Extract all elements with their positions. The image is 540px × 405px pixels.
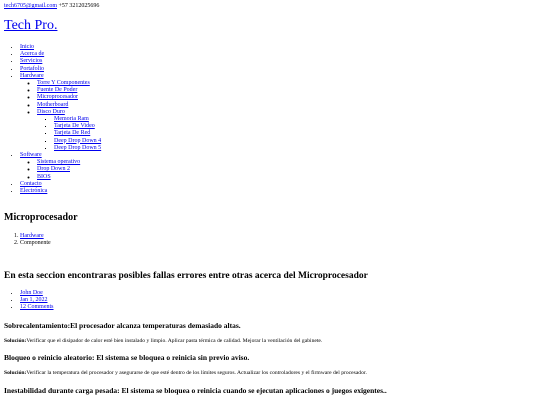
- site-logo[interactable]: [4, 18, 57, 34]
- submenu-item: [54, 116, 101, 123]
- nav-link-software[interactable]: Software: [20, 152, 42, 159]
- nav-link-deep-drop-5[interactable]: Deep Drop Down 5: [54, 144, 102, 151]
- software-submenu: [20, 159, 101, 181]
- breadcrumb-link-hardware[interactable]: Hardware: [20, 233, 44, 239]
- issue-solution: [4, 370, 367, 377]
- nav-link-servicios[interactable]: Servicios: [20, 58, 43, 65]
- nav-link-deep-drop-4[interactable]: Deep Drop Down 4: [54, 137, 102, 144]
- email-link[interactable]: tech6705@gmail.com: [4, 3, 58, 9]
- solution-text: Verificar que el disipador de calor esté bien instalado y limpio. Aplicar pasta térmica de calidad. Mejorar la ventilación del gabinete.: [26, 338, 323, 344]
- nav-item-electronica: [20, 188, 101, 195]
- issue-heading: Inestabilidad durante carga pesada: El sistema se bloquea o reinicia cuando se ejecutan aplicaciones o juegos exigentes..: [4, 386, 387, 395]
- nav-item-hardware: [20, 73, 101, 152]
- solution-label: Solución:: [4, 338, 27, 344]
- site-logo-link[interactable]: Tech Pro.: [4, 18, 58, 33]
- meta-author: [20, 290, 54, 297]
- submenu-item: [37, 109, 101, 152]
- main-nav: [11, 44, 101, 195]
- author-link[interactable]: John Doe: [20, 290, 43, 296]
- nav-item-contacto: [20, 181, 101, 188]
- nav-item-portafolio: [20, 66, 101, 73]
- nav-link-portafolio[interactable]: Portafolio: [20, 65, 44, 72]
- breadcrumb-item: [20, 233, 51, 240]
- nav-link-motherboard[interactable]: Motherboard: [37, 101, 69, 108]
- post-meta: [11, 290, 54, 311]
- submenu-item: [54, 138, 101, 145]
- submenu-item: [37, 174, 101, 181]
- meta-comments: [20, 304, 54, 311]
- nav-link-microprocesador[interactable]: Microprocesador: [37, 94, 78, 101]
- breadcrumb: [11, 233, 51, 247]
- nav-link-electronica[interactable]: Electrónica: [20, 188, 48, 195]
- solution-label: Solución:: [4, 370, 27, 376]
- nav-link-disco-duro[interactable]: Disco Duro: [37, 108, 65, 115]
- submenu-item: [37, 80, 101, 87]
- issue-solution: [4, 338, 322, 345]
- nav-link-drop-down-2[interactable]: Drop Down 2: [37, 166, 70, 173]
- phone-number: +57 3212025696: [58, 3, 100, 9]
- submenu-item: [37, 102, 101, 109]
- topbar: [4, 3, 99, 10]
- nav-link-tarjeta-video[interactable]: Tarjeta De Video: [54, 123, 95, 130]
- meta-date: [20, 297, 54, 304]
- nav-link-fuente[interactable]: Fuente De Poder: [37, 87, 78, 94]
- submenu-item: [37, 166, 101, 173]
- nav-link-bios[interactable]: BIOS: [37, 173, 51, 180]
- issue-heading: Sobrecalentamiento:El procesador alcanza temperaturas demasiado altas.: [4, 321, 241, 330]
- submenu-item: [54, 123, 101, 130]
- disco-duro-submenu: [37, 116, 101, 152]
- nav-item-acerca: [20, 51, 101, 58]
- post-title: En esta seccion encontraras posibles fallas errores entre otras acerca del Microprocesador: [4, 271, 368, 281]
- nav-link-inicio[interactable]: Inicio: [20, 44, 34, 50]
- nav-link-acerca[interactable]: Acerca de: [20, 51, 45, 58]
- submenu-item: [37, 87, 101, 94]
- nav-link-memoria-ram[interactable]: Memoria Ram: [54, 116, 89, 123]
- solution-text: Verificar la temperatura del procesador y asegurarse de que esté dentro de los límites seguros. Actualizar los controladores y el firmware del procesador.: [26, 370, 367, 376]
- submenu-item: [54, 130, 101, 137]
- nav-item-servicios: [20, 58, 101, 65]
- hardware-submenu: [20, 80, 101, 152]
- nav-link-sistema-operativo[interactable]: Sistema operativo: [37, 159, 81, 166]
- submenu-item: [37, 159, 101, 166]
- date-link[interactable]: Jan 1, 2022: [20, 297, 48, 303]
- submenu-item: [37, 94, 101, 101]
- nav-link-contacto[interactable]: Contacto: [20, 180, 42, 187]
- nav-link-torre[interactable]: Torre Y Componentes: [37, 80, 90, 87]
- issue-heading: Bloqueo o reinicio aleatorio: El sistema se bloquea o reinicia sin previo aviso.: [4, 353, 250, 362]
- submenu-item: [54, 145, 101, 152]
- breadcrumb-item-current: 2. Componente: [20, 240, 51, 247]
- nav-item-software: [20, 152, 101, 181]
- nav-item-inicio: [20, 44, 101, 51]
- page-title: Microprocesador: [4, 212, 78, 223]
- nav-link-hardware[interactable]: Hardware: [20, 72, 44, 79]
- nav-link-tarjeta-red[interactable]: Tarjeta De Red: [54, 130, 91, 137]
- comments-link[interactable]: 12 Comments: [20, 304, 54, 310]
